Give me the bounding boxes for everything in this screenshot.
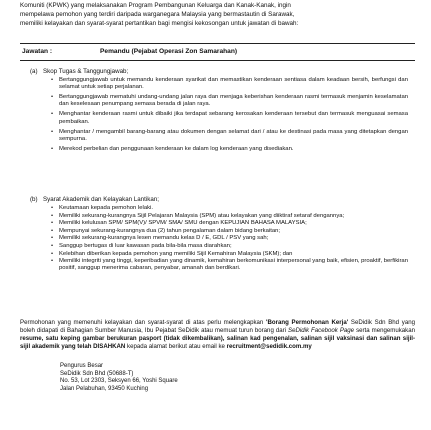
closing-text-2: SeDidik Sdn Bhd yang boleh didapati di Bahagian Sumber Manusia, Ibu Pejabat SeDidik atau memuat turun borang dari bbox=[20, 319, 415, 334]
jawatan-row bbox=[20, 43, 415, 61]
section-a-title-text: Skop Tugas & Tanggungjawab; bbox=[43, 68, 129, 75]
section-b-title bbox=[30, 196, 159, 203]
recruitment-email: recruitment@sedidik.com.my bbox=[226, 342, 312, 350]
list-item: • Menghantar kenderaan rasmi untuk dibaiki jika terdapat sebarang kerosakan kenderaan tersebut dan termasuk menguasai semasa pembaikan. bbox=[50, 111, 408, 126]
section-b-title-text: Syarat Akademik dan Kelayakan Lantikan; bbox=[43, 196, 159, 203]
intro-line-2: mempelawa pemohon yang terdiri daripada warganegara Malaysia yang bermastautin di Sarawak, bbox=[20, 10, 295, 18]
closing-paragraph bbox=[20, 319, 415, 351]
section-a-marker: (a) bbox=[30, 68, 38, 75]
signature-title: Pengurus Besar bbox=[60, 363, 104, 369]
list-item: • Kelebihan diberikan kepada pemohon yang memiliki Sijil Kemahiran Malaysia (SKM); dan bbox=[50, 251, 408, 258]
list-item: • Memiliki sekurang-kurangnya Sijil Pelajaran Malaysia (SPM) atau kelayakan yang diiktiraf setaraf dengannya; bbox=[50, 213, 408, 220]
list-item: • Memiliki sekurang-kurangnya lesen memandu kelas D / E, GDL / PSV yang sah; bbox=[50, 235, 408, 242]
list-item: • Sanggup bertugas di luar kawasan pada bila-bila masa diarahkan; bbox=[50, 243, 408, 250]
section-b-list bbox=[50, 205, 408, 273]
list-item: • Mempunyai sekurang-kurangnya dua (2) tahun pengalaman dalam bidang berkaitan; bbox=[50, 228, 408, 235]
closing-text-4: kepada alamat berikut atau email ke bbox=[125, 342, 227, 350]
list-item: • Memiliki integriti yang tinggi, keperibadian yang dinamik, kemahiran berkomunikasi interpersonal yang baik, efisien, proaktif, berfikiran positif, sanggup menerima cabaran, penyabar, amanah dan berdikari. bbox=[50, 258, 408, 273]
closing-text-3: serta mengemukakan bbox=[354, 326, 415, 334]
section-a-list bbox=[50, 77, 408, 156]
intro-paragraph bbox=[20, 2, 415, 28]
intro-line-1: Komuniti (KPWK) yang melaksanakan Program Pembangunan Keluarga dan Kanak-Kanak, ingin bbox=[20, 2, 291, 9]
intro-line-3: memiliki kelayakan dan syarat-syarat pertantikan bagi mengisi kekosongan untuk jawatan di bawah: bbox=[20, 19, 299, 27]
required-documents: resume, satu keping gambar berukuran pasport (tidak dikembalikan), salinan kad pengenalan, salinan sijil vaksinasi dan salinan sijil-sijil akademik yang telah DISAHKAN bbox=[20, 334, 415, 350]
list-item: • Merekod perbelian dan penggunaan kenderaan ke dalam log kenderaan yang disediakan. bbox=[50, 146, 408, 153]
jawatan-value: Pemandu (Pejabat Operasi Zon Samarahan) bbox=[100, 48, 238, 55]
borang-permohonan-label: 'Borang Permohonan Kerja' bbox=[266, 319, 349, 326]
list-item: • Menghantar / mengambil barang-barang atau dokumen dengan selamat dari / atau ke destinasi pada masa yang ditetapkan dengan sempurna. bbox=[50, 129, 408, 144]
jawatan-label: Jawatan : bbox=[22, 48, 53, 55]
signature-company: SeDidik Sdn Bhd (50688-T) bbox=[60, 370, 134, 377]
signature-address-2: Jalan Pelabuhan, 93450 Kuching bbox=[60, 385, 149, 392]
section-b-marker: (b) bbox=[30, 196, 38, 203]
signature-address-1: No. 53, Lot 2303, Seksyen 66, Yoshi Square bbox=[60, 378, 178, 385]
list-item: • Bertanggungjawab mematuhi undang-undang jalan raya dan menjaga keberishan kenderaan rasmi termasuk menjamin keselamatan dan keselesaan penumpang semasa berada di jalan raya. bbox=[50, 94, 408, 109]
list-item: • Keutamaan kepada pemohon lelaki. bbox=[50, 205, 408, 212]
list-item: • Memiliki kelulusan SPM/ SPM(V)/ SPVM/ SMA/ SMU dengan KEPUJIAN BAHASA MALAYSIA; bbox=[50, 220, 408, 227]
signature-block bbox=[60, 363, 178, 393]
section-a-title bbox=[30, 68, 128, 75]
list-item: • Bertanggungjawab untuk memandu kenderaan syarikat dan memastikan kenderaan sentiasa dalam keadaan bersih, berfungsi dan selamat untuk setiap perjalanan. bbox=[50, 77, 408, 92]
closing-text-1: Permohonan yang memenuhi kelayakan dan syarat-syarat di atas perlu melengkapkan bbox=[20, 319, 267, 326]
facebook-page-label: SeDidik Facebook Page bbox=[288, 326, 355, 334]
